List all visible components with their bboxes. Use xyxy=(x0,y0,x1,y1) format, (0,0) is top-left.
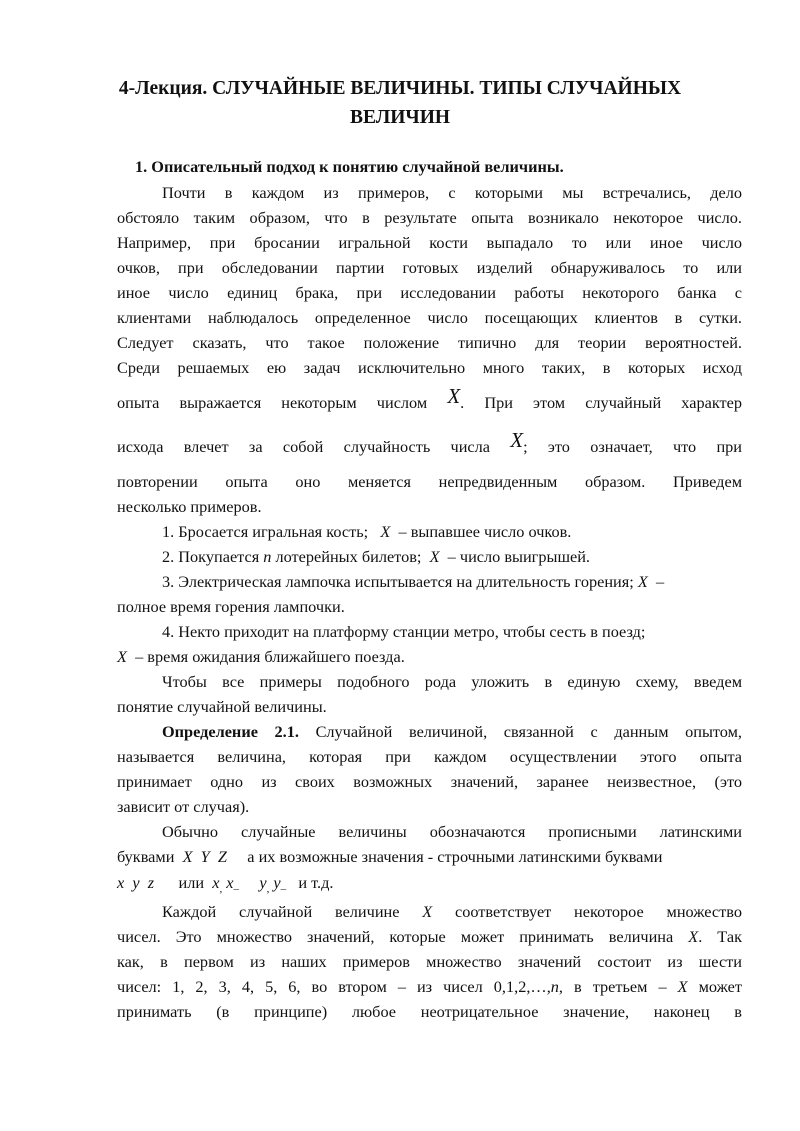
paragraph-line: Следует сказать, что такое положение типично для теории вероятностей. xyxy=(117,333,742,352)
variable-x: X xyxy=(510,428,524,452)
text-span: соответствует некоторое множество xyxy=(455,902,742,921)
paragraph-line: очков, при обследовании партии готовых изделий обнаруживалось то или xyxy=(117,258,742,277)
example-item-4: 4. Некто приходит на платформу станции метро, чтобы сесть в поезд; xyxy=(162,622,646,641)
variables-lowercase: x y z xyxy=(117,873,155,892)
text-span: 3. Электрическая лампочка испытывается на длительность горения; xyxy=(162,572,634,591)
variable-x: X xyxy=(447,384,461,408)
variable-x: X xyxy=(677,977,688,996)
variable-y-lower: y xyxy=(273,873,281,892)
text-span: может xyxy=(698,977,742,996)
paragraph-line xyxy=(117,645,742,669)
title-line-1: 4-Лекция. СЛУЧАЙНЫЕ ВЕЛИЧИНЫ. ТИПЫ СЛУЧАЙНЫХ xyxy=(118,78,682,99)
paragraph-line: полное время горения лампочки. xyxy=(117,597,345,616)
variable-n: n xyxy=(550,977,559,996)
variable-x: X xyxy=(117,647,127,666)
variable-x: X xyxy=(688,927,699,946)
text-span: – число выигрышей. xyxy=(447,547,590,566)
page-title xyxy=(60,74,740,132)
paragraph-line: Почти в каждом из примеров, с которыми мы встречались, дело xyxy=(162,183,742,202)
paragraph-line: иное число единиц брака, при исследовании работы некоторого банка с xyxy=(117,283,742,302)
paragraph-line xyxy=(117,975,742,999)
text-span: ; это означает, что при xyxy=(523,437,743,456)
text-span: – время ожидания ближайшего поезда. xyxy=(135,647,405,666)
text-span: а их возможные значения - строчными латинскими буквами xyxy=(247,847,663,866)
paragraph-line: Среди решаемых ею задач исключительно много таких, в которых исход xyxy=(117,358,742,377)
paragraph-line: клиентами наблюдалось определенное число посещающих клиентов в сутки. xyxy=(117,308,742,327)
text-span: . При этом случайный характер xyxy=(460,393,743,412)
paragraph-line xyxy=(117,845,742,869)
text-span: опыта выражается некоторым числом xyxy=(117,393,428,412)
text-span: или xyxy=(178,873,205,892)
paragraph-line xyxy=(117,925,742,949)
variable-x: X xyxy=(637,572,648,591)
text-span: 2. Покупается xyxy=(162,547,260,566)
text-span: , в третьем – xyxy=(558,977,667,996)
paragraph-line xyxy=(162,900,742,924)
variable-x: X xyxy=(429,547,440,566)
example-item-2 xyxy=(162,545,787,569)
paragraph-line: как, в первом из наших примеров множество значений состоит из шести xyxy=(117,952,742,971)
paragraph-line: обстояло таким образом, что в результате опыта возникало некоторое число. xyxy=(117,208,742,227)
section-heading: 1. Описательный подход к понятию случайной величины. xyxy=(135,157,564,176)
paragraph-line xyxy=(117,384,743,413)
paragraph-line: Чтобы все примеры подобного рода уложить в единую схему, введем xyxy=(162,672,742,691)
variable-x-lower: x xyxy=(212,873,220,892)
definition-line: зависит от случая). xyxy=(117,797,250,816)
text-span: . Так xyxy=(698,927,742,946)
text-span: – выпавшее число очков. xyxy=(398,522,572,541)
text-span: лотерейных билетов; xyxy=(275,547,422,566)
paragraph-line: Например, при бросании игральной кости выпадало то или иное число xyxy=(117,233,742,252)
paragraph-line: несколько примеров. xyxy=(117,497,262,516)
paragraph-line: x y z или $x_,$ $x_-$ $y_,$ $y_-$ и т.д. xyxy=(117,873,334,895)
variable-n: n xyxy=(263,547,272,566)
text-span: 1. Бросается игральная кость; xyxy=(162,522,369,541)
paragraph-line: понятие случайной величины. xyxy=(117,697,327,716)
definition-line: принимает одно из своих возможных значений, заранее неизвестное, (это xyxy=(117,772,742,791)
text-span: исхода влечет за собой случайность числа xyxy=(117,437,491,456)
paragraph-line: повторении опыта оно меняется непредвиденным образом. Приведем xyxy=(117,472,742,491)
paragraph-line xyxy=(117,428,743,457)
definition-line xyxy=(162,720,742,744)
text-span: Каждой случайной величине xyxy=(162,902,400,921)
text-span: и т.д. xyxy=(298,873,334,892)
variable-y-lower: y xyxy=(259,873,267,892)
variable-x: X xyxy=(422,902,433,921)
text-span: – xyxy=(655,572,665,591)
text-span: Случайной величиной, связанной с данным опытом, xyxy=(315,722,742,741)
variable-x-lower: x xyxy=(226,873,234,892)
text-span: буквами xyxy=(117,847,175,866)
variable-x: X xyxy=(380,522,391,541)
definition-label: Определение 2.1. xyxy=(162,722,299,741)
paragraph-line: Обычно случайные величины обозначаются прописными латинскими xyxy=(162,822,742,841)
title-line-2: ВЕЛИЧИН xyxy=(349,107,451,128)
text-span: чисел: 1, 2, 3, 4, 5, 6, во втором – из чисел 0,1,2,…, xyxy=(117,977,551,996)
text-span: чисел. Это множество значений, которые может принимать величина xyxy=(117,927,674,946)
variables-uppercase: X Y Z xyxy=(182,847,227,866)
paragraph-line: принимать (в принципе) любое неотрицательное значение, наконец в xyxy=(117,1002,742,1021)
example-item-1 xyxy=(162,520,787,544)
definition-line: называется величина, которая при каждом осуществлении этого опыта xyxy=(117,747,742,766)
example-item-3 xyxy=(162,570,742,594)
